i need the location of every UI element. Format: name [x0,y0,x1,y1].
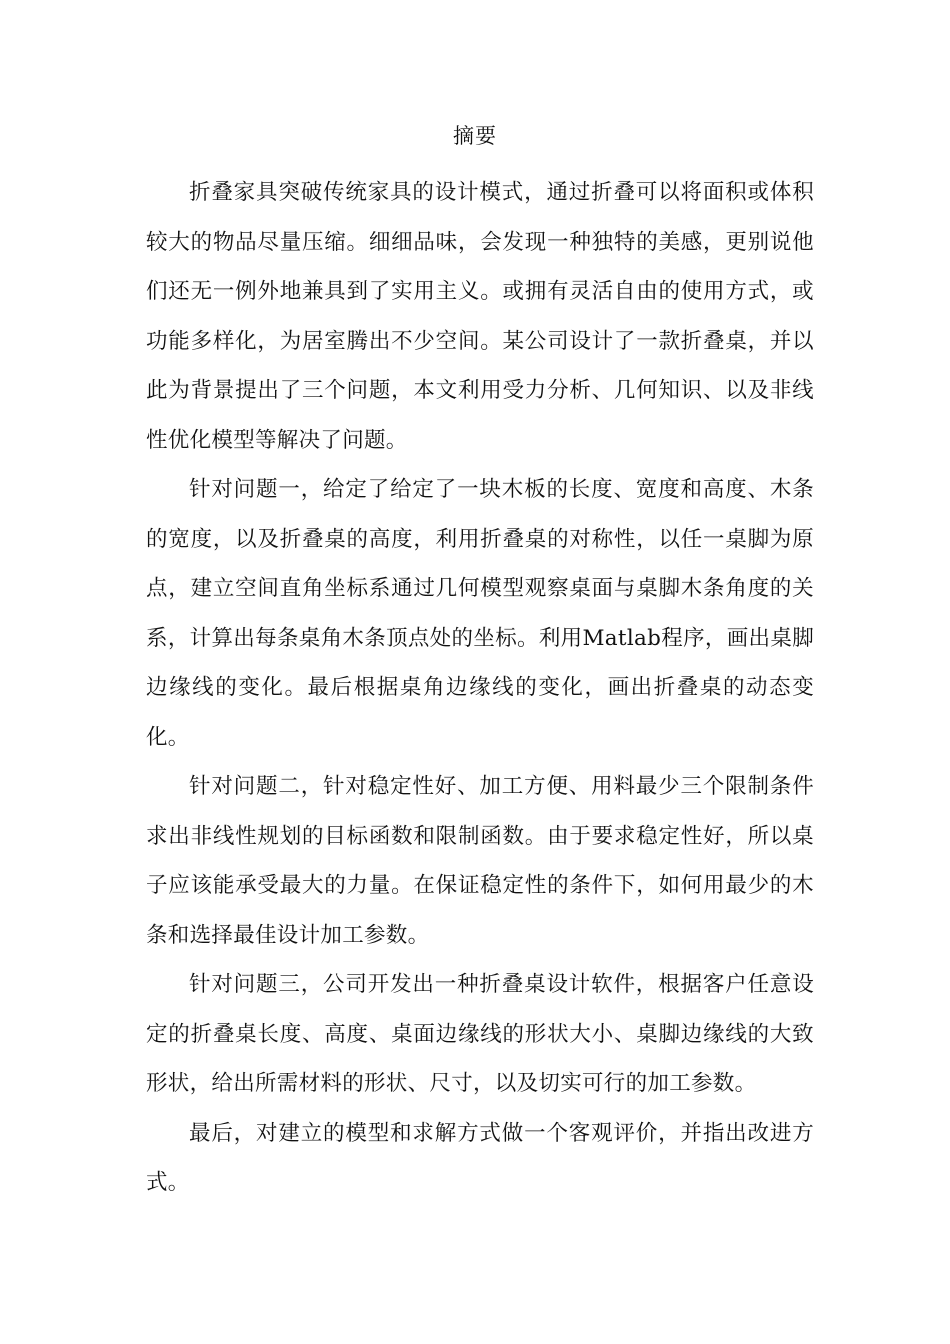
abstract-body [146,168,814,1208]
abstract-paragraph-1: 折叠家具突破传统家具的设计模式，通过折叠可以将面积或体积较大的物品尽量压缩。细细品味，会发现一种独特的美感，更别说他们还无一例外地兼具到了实用主义。或拥有灵活自由的使用方式，或功能多样化，为居室腾出不少空间。某公司设计了一款折叠桌，并以此为背景提出了三个问题，本文利用受力分析、几何知识、以及非线性优化模型等解决了问题。 [146,180,814,453]
abstract-title: 摘要 [453,124,497,148]
abstract-paragraph-4: 针对问题三，公司开发出一种折叠桌设计软件，根据客户任意设定的折叠桌长度、高度、桌面边缘线的形状大小、桌脚边缘线的大致形状，给出所需材料的形状、尺寸，以及切实可行的加工参数。 [146,972,814,1096]
abstract-paragraph-3: 针对问题二，针对稳定性好、加工方便、用料最少三个限制条件求出非线性规划的目标函数和限制函数。由于要求稳定性好，所以桌子应该能承受最大的力量。在保证稳定性的条件下，如何用最少的木条和选择最佳设计加工参数。 [146,774,814,948]
abstract-paragraph-2: 针对问题一，给定了给定了一块木板的长度、宽度和高度、木条的宽度，以及折叠桌的高度，利用折叠桌的对称性，以任一桌脚为原点，建立空间直角坐标系通过几何模型观察桌面与桌脚木条角度的关系，计算出每条桌角木条顶点处的坐标。利用Matlab程序，画出桌脚边缘线的变化。最后根据桌角边缘线的变化，画出折叠桌的动态变化。 [146,477,814,750]
abstract-paragraph-5: 最后，对建立的模型和求解方式做一个客观评价，并指出改进方式。 [146,1120,814,1195]
